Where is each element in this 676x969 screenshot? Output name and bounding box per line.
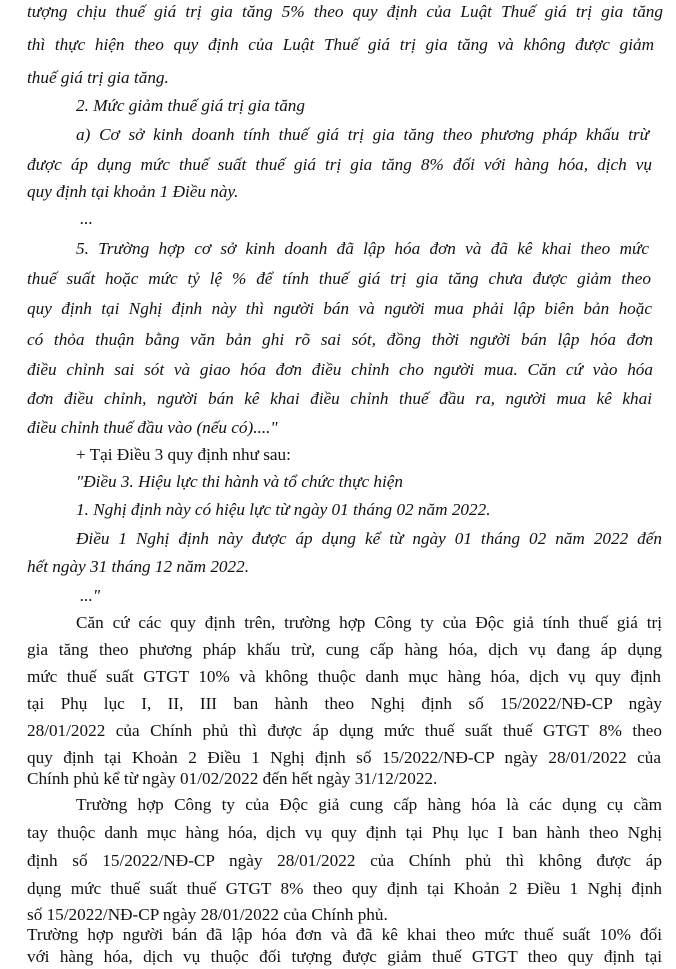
text-line: 5. Trường hợp cơ sở kinh doanh đã lập hóa đơn và đã kê khai theo mức xyxy=(76,239,649,258)
text-line: a) Cơ sở kinh doanh tính thuế giá trị gia tăng theo phương pháp khấu trừ xyxy=(76,125,649,144)
text-line: thuế giá trị gia tăng. xyxy=(27,68,169,87)
text-line: thì thực hiện theo quy định của Luật Thuế giá trị gia tăng và không được giảm xyxy=(27,35,654,54)
text-line: Căn cứ các quy định trên, trường hợp Công ty của Độc giả tính thuế giá trị xyxy=(76,613,662,632)
text-line: định số 15/2022/NĐ-CP ngày 28/01/2022 của Chính phủ thì không được áp xyxy=(27,851,662,870)
text-line: tay thuộc danh mục hàng hóa, dịch vụ quy định tại Phụ lục I ban hành theo Nghị xyxy=(27,823,662,842)
text-line: mức thuế suất GTGT 10% và không thuộc danh mục hàng hóa, dịch vụ quy định xyxy=(27,667,661,686)
text-line: Trường hợp người bán đã lập hóa đơn và đã kê khai theo mức thuế suất 10% đối xyxy=(27,925,662,944)
text-line: hết ngày 31 tháng 12 năm 2022. xyxy=(27,557,249,576)
text-line: 2. Mức giảm thuế giá trị gia tăng xyxy=(76,96,305,115)
text-line: tại Phụ lục I, II, III ban hành theo Nghị định số 15/2022/NĐ-CP ngày xyxy=(27,694,662,713)
text-line: đơn điều chỉnh, người bán kê khai điều chỉnh thuế đầu ra, người mua kê khai xyxy=(27,389,652,408)
text-line: 1. Nghị định này có hiệu lực từ ngày 01 tháng 02 năm 2022. xyxy=(76,500,491,519)
text-line: điều chỉnh sai sót và giao hóa đơn điều chỉnh cho người mua. Căn cứ vào hóa xyxy=(27,360,653,379)
text-line: quy định tại Nghị định này thì người bán và người mua phải lập biên bản hoặc xyxy=(27,299,652,318)
text-line: quy định tại khoản 1 Điều này. xyxy=(27,182,239,201)
text-line: tượng chịu thuế giá trị gia tăng 5% theo quy định của Luật Thuế giá trị gia tăng xyxy=(27,2,663,21)
text-line: ... xyxy=(80,209,93,228)
text-line: gia tăng theo phương pháp khấu trừ, cung cấp hàng hóa, dịch vụ đang áp dụng xyxy=(27,640,662,659)
text-line: + Tại Điều 3 quy định như sau: xyxy=(76,445,291,464)
text-line: 28/01/2022 của Chính phủ thì được áp dụng mức thuế suất thuế GTGT 8% theo xyxy=(27,721,662,740)
text-line: với hàng hóa, dịch vụ thuộc đối tượng được giảm thuế GTGT theo quy định tại xyxy=(27,947,662,966)
text-line: điều chỉnh thuế đầu vào (nếu có)...." xyxy=(27,418,278,437)
text-line: số 15/2022/NĐ-CP ngày 28/01/2022 của Chính phủ. xyxy=(27,905,388,924)
text-line: thuế suất hoặc mức tỷ lệ % để tính thuế giá trị gia tăng chưa được giảm theo xyxy=(27,269,651,288)
text-line: dụng mức thuế suất thuế GTGT 8% theo quy định tại Khoản 2 Điều 1 Nghị định xyxy=(27,879,662,898)
text-line: Chính phủ kể từ ngày 01/02/2022 đến hết ngày 31/12/2022. xyxy=(27,769,438,788)
text-line: quy định tại Khoản 2 Điều 1 Nghị định số 15/2022/NĐ-CP ngày 28/01/2022 của xyxy=(27,748,661,767)
text-line: ..." xyxy=(80,586,101,605)
text-line: Trường hợp Công ty của Độc giả cung cấp hàng hóa là các dụng cụ cầm xyxy=(76,795,662,814)
text-line: được áp dụng mức thuế suất thuế giá trị gia tăng 8% đối với hàng hóa, dịch vụ xyxy=(27,155,652,174)
text-line: "Điều 3. Hiệu lực thi hành và tổ chức thực hiện xyxy=(76,472,403,491)
text-line: Điều 1 Nghị định này được áp dụng kể từ ngày 01 tháng 02 năm 2022 đến xyxy=(76,529,662,548)
text-line: có thỏa thuận bằng văn bản ghi rõ sai sót, đồng thời người bán lập hóa đơn xyxy=(27,330,653,349)
